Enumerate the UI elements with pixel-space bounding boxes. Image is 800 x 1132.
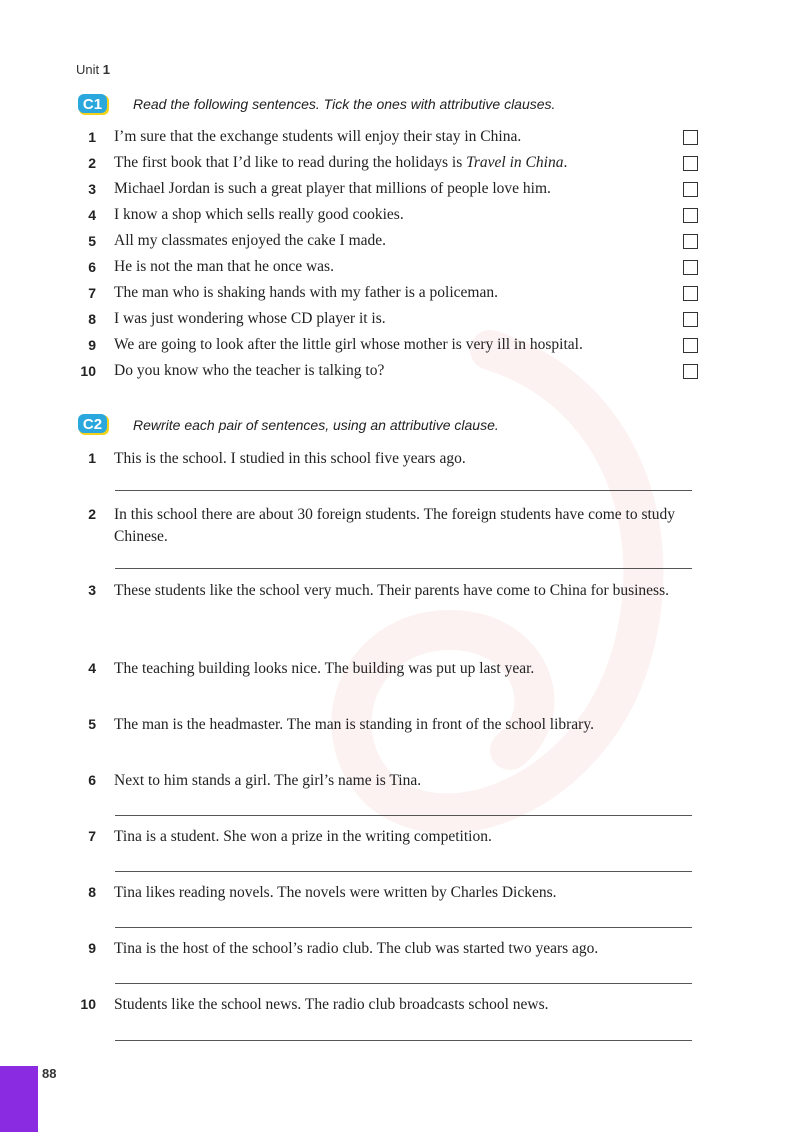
item-number: 10 [80, 996, 96, 1012]
answer-line[interactable] [115, 815, 692, 816]
item-number: 2 [88, 155, 96, 171]
tick-checkbox[interactable] [683, 364, 698, 379]
answer-line[interactable] [115, 983, 692, 984]
exercise-sentence: Tina is a student. She won a prize in the writing competition. [114, 828, 492, 845]
sentence-text: Do you know who the teacher is talking to? [114, 362, 385, 379]
c1-badge-icon [78, 94, 110, 116]
item-number: 8 [88, 311, 96, 327]
item-number: 3 [88, 582, 96, 598]
exercise-sentence: This is the school. I studied in this school five years ago. [114, 450, 466, 467]
item-number: 6 [88, 772, 96, 788]
exercise-sentence: Tina likes reading novels. The novels were written by Charles Dickens. [114, 884, 557, 901]
sentence-text: I’m sure that the exchange students will enjoy their stay in China. [114, 128, 522, 145]
exercise-sentence: In this school there are about 30 foreign students. The foreign students have come to study Chinese. [114, 506, 676, 545]
sentence-text: He is not the man that he once was. [114, 258, 334, 275]
watermark-swirl-icon [300, 330, 680, 890]
tick-checkbox[interactable] [683, 234, 698, 249]
item-number: 9 [88, 337, 96, 353]
c1-badge-label: C1 [82, 96, 103, 113]
unit-label: Unit 1 [76, 62, 110, 77]
item-number: 1 [88, 129, 96, 145]
exercise-sentence: The teaching building looks nice. The building was put up last year. [114, 660, 535, 677]
item-number: 3 [88, 181, 96, 197]
c1-instruction: Read the following sentences. Tick the ones with attributive clauses. [133, 96, 556, 112]
tick-checkbox[interactable] [683, 260, 698, 275]
item-number: 7 [88, 285, 96, 301]
c2-badge-icon [78, 414, 110, 436]
item-number: 1 [88, 450, 96, 466]
answer-line[interactable] [115, 1040, 692, 1041]
page-color-tab [0, 1066, 38, 1132]
answer-line[interactable] [115, 490, 692, 491]
sentence-text: I was just wondering whose CD player it is. [114, 310, 386, 327]
unit-number: 1 [102, 62, 110, 77]
item-number: 4 [88, 207, 96, 223]
tick-checkbox[interactable] [683, 208, 698, 223]
tick-checkbox[interactable] [683, 130, 698, 145]
sentence-text: The man who is shaking hands with my father is a policeman. [114, 284, 498, 301]
exercise-sentence: These students like the school very much. Their parents have come to China for business. [114, 582, 669, 599]
item-number: 7 [88, 828, 96, 844]
item-number: 5 [88, 233, 96, 249]
tick-checkbox[interactable] [683, 156, 698, 171]
item-number: 5 [88, 716, 96, 732]
sentence-text: I know a shop which sells really good cookies. [114, 206, 404, 223]
tick-checkbox[interactable] [683, 338, 698, 353]
sentence-text: We are going to look after the little girl whose mother is very ill in hospital. [114, 336, 583, 353]
sentence-text: Michael Jordan is such a great player that millions of people love him. [114, 180, 551, 197]
exercise-sentence: The man is the headmaster. The man is standing in front of the school library. [114, 716, 594, 733]
answer-line[interactable] [115, 927, 692, 928]
item-number: 10 [80, 363, 96, 379]
answer-line[interactable] [115, 568, 692, 569]
exercise-sentence: Students like the school news. The radio club broadcasts school news. [114, 996, 549, 1013]
c2-badge-label: C2 [82, 416, 103, 433]
tick-checkbox[interactable] [683, 286, 698, 301]
item-number: 8 [88, 884, 96, 900]
sentence-text: All my classmates enjoyed the cake I made. [114, 232, 387, 249]
page-number: 88 [42, 1066, 57, 1081]
item-number: 9 [88, 940, 96, 956]
item-number: 4 [88, 660, 96, 676]
tick-checkbox[interactable] [683, 312, 698, 327]
c2-instruction: Rewrite each pair of sentences, using an attributive clause. [133, 417, 499, 433]
tick-checkbox[interactable] [683, 182, 698, 197]
sentence-text: The first book that I’d like to read during the holidays is Travel in China. [114, 154, 568, 171]
item-number: 6 [88, 259, 96, 275]
exercise-sentence: Next to him stands a girl. The girl’s name is Tina. [114, 772, 422, 789]
item-number: 2 [88, 506, 96, 522]
exercise-sentence: Tina is the host of the school’s radio club. The club was started two years ago. [114, 940, 599, 957]
answer-line[interactable] [115, 871, 692, 872]
